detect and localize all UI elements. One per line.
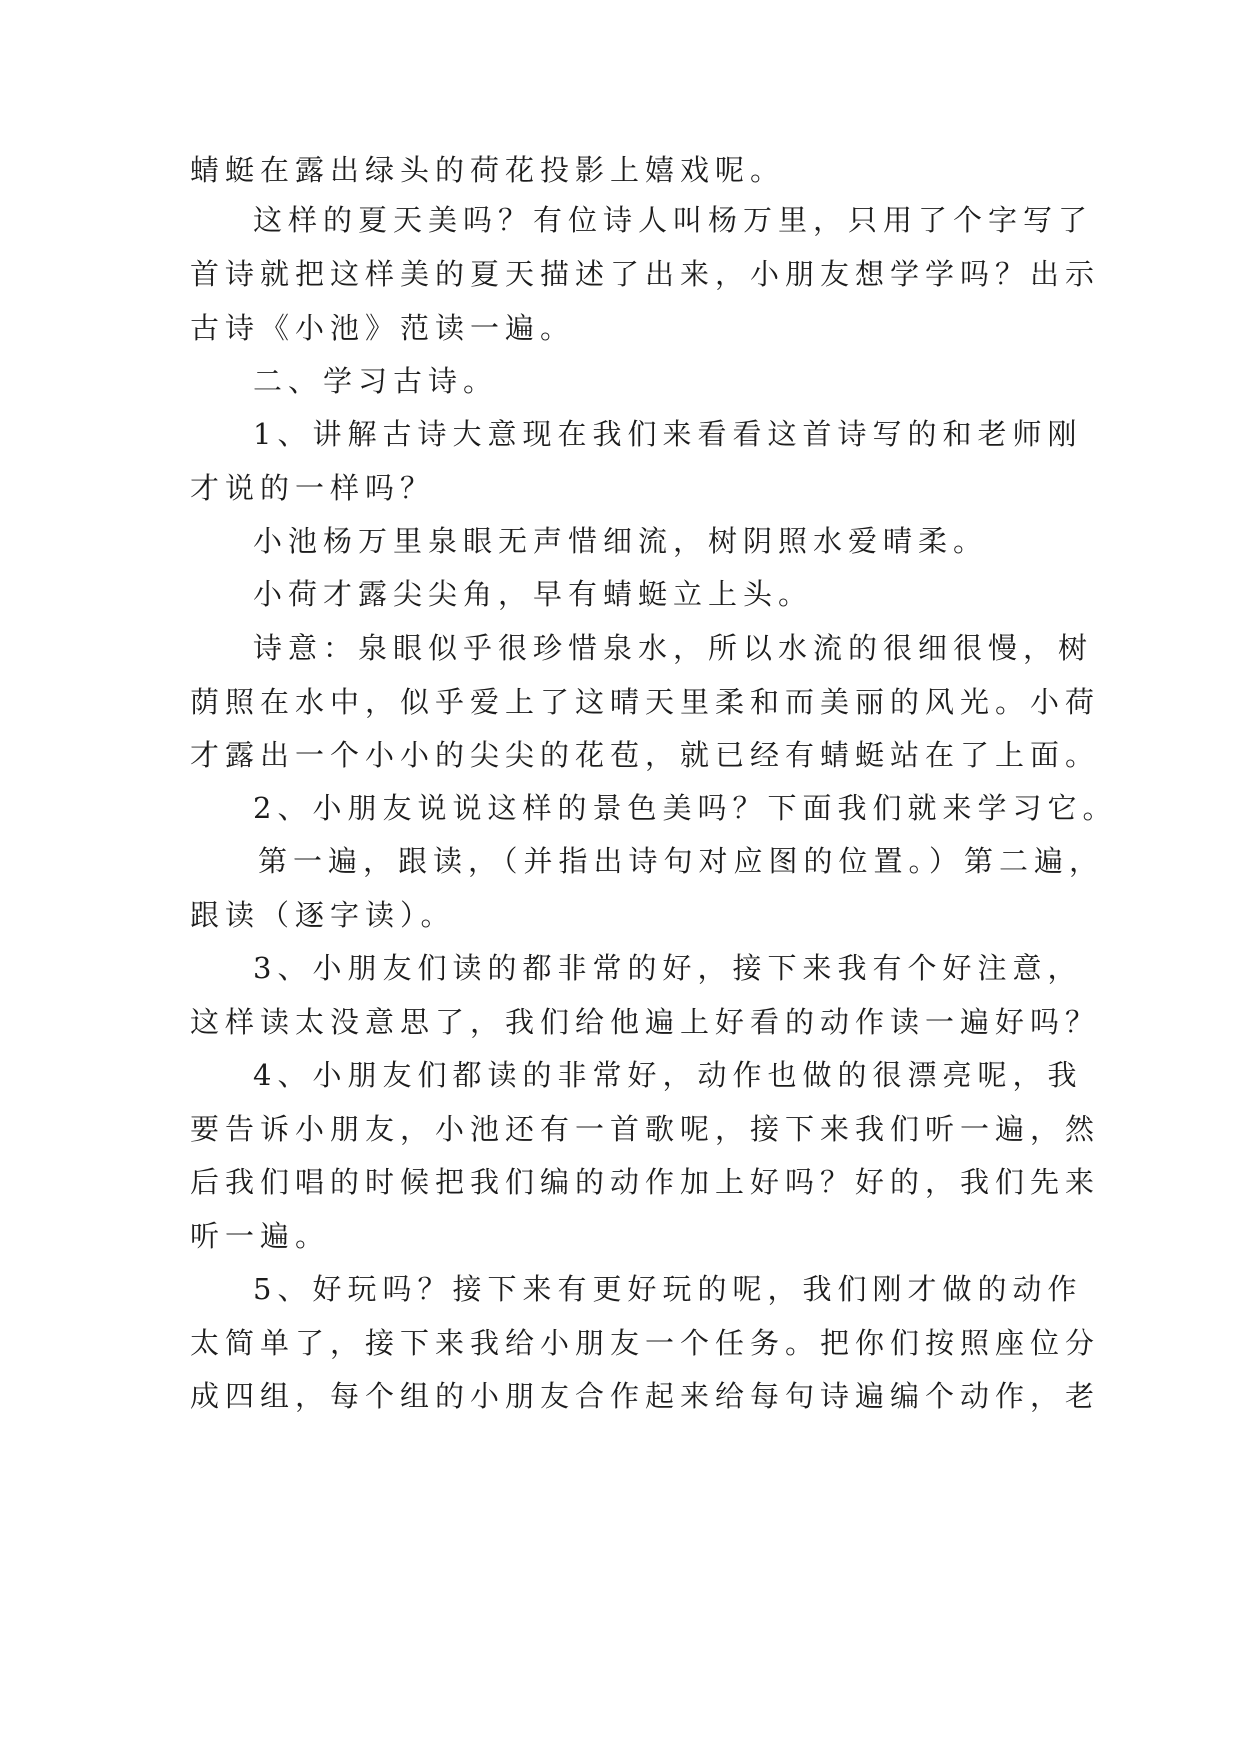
- text-line: 4、小朋友们都读的非常好，动作也做的很漂亮呢，我: [253, 1058, 1083, 1092]
- text-line: 这样读太没意思了，我们给他遍上好看的动作读一遍好吗？: [190, 1005, 1101, 1039]
- text-line: 首诗就把这样美的夏天描述了出来，小朋友想学学吗？出示: [190, 257, 1101, 291]
- text-line: 才说的一样吗？: [190, 471, 436, 505]
- text-line: 2、小朋友说说这样的景色美吗？下面我们就来学习它。: [253, 791, 1118, 825]
- text-line: 要告诉小朋友，小池还有一首歌呢，接下来我们听一遍，然: [190, 1112, 1101, 1146]
- text-line: 成四组，每个组的小朋友合作起来给每句诗遍编个动作，老: [190, 1379, 1101, 1413]
- text-line: 听一遍。: [190, 1219, 331, 1253]
- text-line: 1、讲解古诗大意现在我们来看看这首诗写的和老师刚: [253, 417, 1083, 451]
- text-line: 3、小朋友们读的都非常的好，接下来我有个好注意，: [253, 951, 1083, 985]
- text-line: 跟读（逐字读）。: [190, 898, 456, 932]
- text-line: 第一遍，跟读，（并指出诗句对应图的位置。）第二遍，: [258, 844, 1105, 878]
- text-line: 5、好玩吗？接下来有更好玩的呢，我们刚才做的动作: [253, 1272, 1083, 1306]
- section-heading: 二、学习古诗。: [253, 364, 499, 398]
- text-line: 这样的夏天美吗？有位诗人叫杨万里，只用了个字写了: [253, 203, 1094, 237]
- text-line: 荫照在水中，似乎爱上了这晴天里柔和而美丽的风光。小荷: [190, 685, 1101, 719]
- text-line: 才露出一个小小的尖尖的花苞，就已经有蜻蜓站在了上面。: [190, 738, 1101, 772]
- text-line: 古诗《小池》范读一遍。: [190, 311, 576, 345]
- text-line: 太简单了，接下来我给小朋友一个任务。把你们按照座位分: [190, 1326, 1101, 1360]
- poem-line: 小荷才露尖尖角，早有蜻蜓立上头。: [253, 577, 814, 611]
- text-line: 蜻蜓在露出绿头的荷花投影上嬉戏呢。: [190, 153, 786, 187]
- text-line: 诗意：泉眼似乎很珍惜泉水，所以水流的很细很慢，树: [253, 631, 1094, 665]
- text-line: 后我们唱的时候把我们编的动作加上好吗？好的，我们先来: [190, 1165, 1101, 1199]
- poem-line: 小池杨万里泉眼无声惜细流，树阴照水爱晴柔。: [253, 524, 989, 558]
